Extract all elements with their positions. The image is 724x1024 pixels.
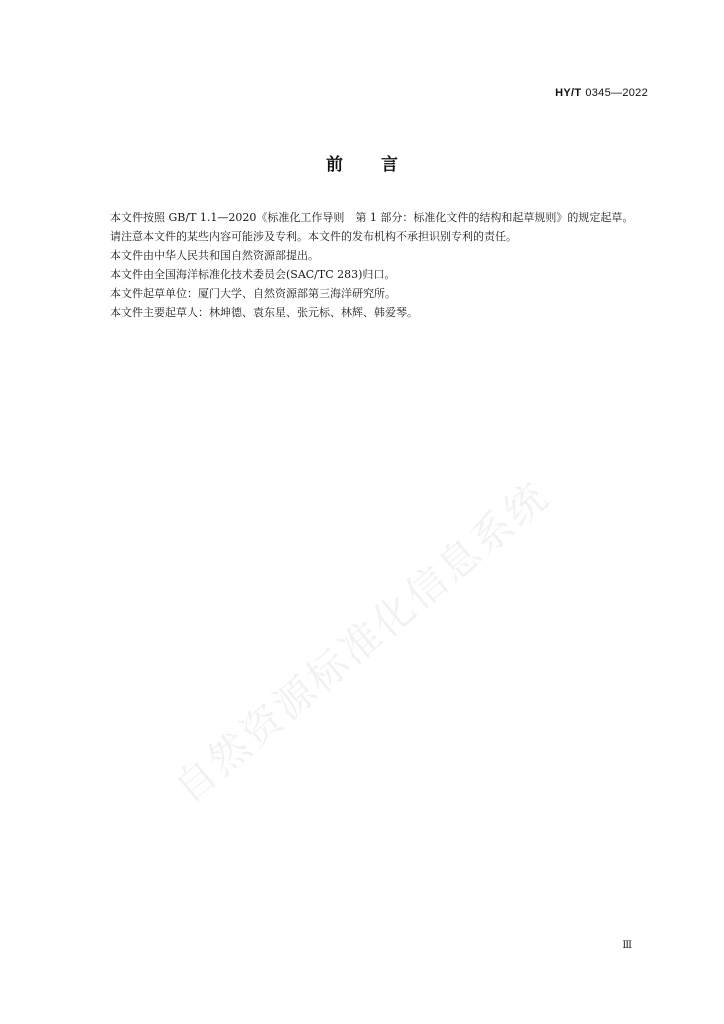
standard-code-number: 0345—2022 — [585, 87, 648, 99]
paragraph-responsible-committee: 本文件由全国海洋标准化技术委员会(SAC/TC 283)归口。 — [110, 268, 396, 281]
paragraph-proposer: 本文件由中华人民共和国自然资源部提出。 — [110, 249, 319, 262]
foreword-body — [88, 208, 650, 322]
paragraph-drafting-rules: 本文件按照 GB/T 1.1—2020《标准化工作导则 第 1 部分：标准化文件的结构和起草规则》的规定起草。 — [110, 211, 634, 224]
standard-code — [555, 87, 648, 99]
paragraph-drafters: 本文件主要起草人：林坤德、袁东星、张元标、林辉、韩爱琴。 — [110, 306, 418, 319]
paragraph-drafting-organizations: 本文件起草单位：厦门大学、自然资源部第三海洋研究所。 — [110, 287, 396, 300]
page-number: Ⅲ — [622, 940, 632, 951]
page-title: 前言 — [326, 155, 436, 175]
watermark: 自然资源标准化信息系统 — [166, 473, 559, 813]
standard-code-prefix: HY/T — [555, 87, 582, 99]
paragraph-patent-notice: 请注意本文件的某些内容可能涉及专利。本文件的发布机构不承担识别专利的责任。 — [110, 230, 517, 243]
